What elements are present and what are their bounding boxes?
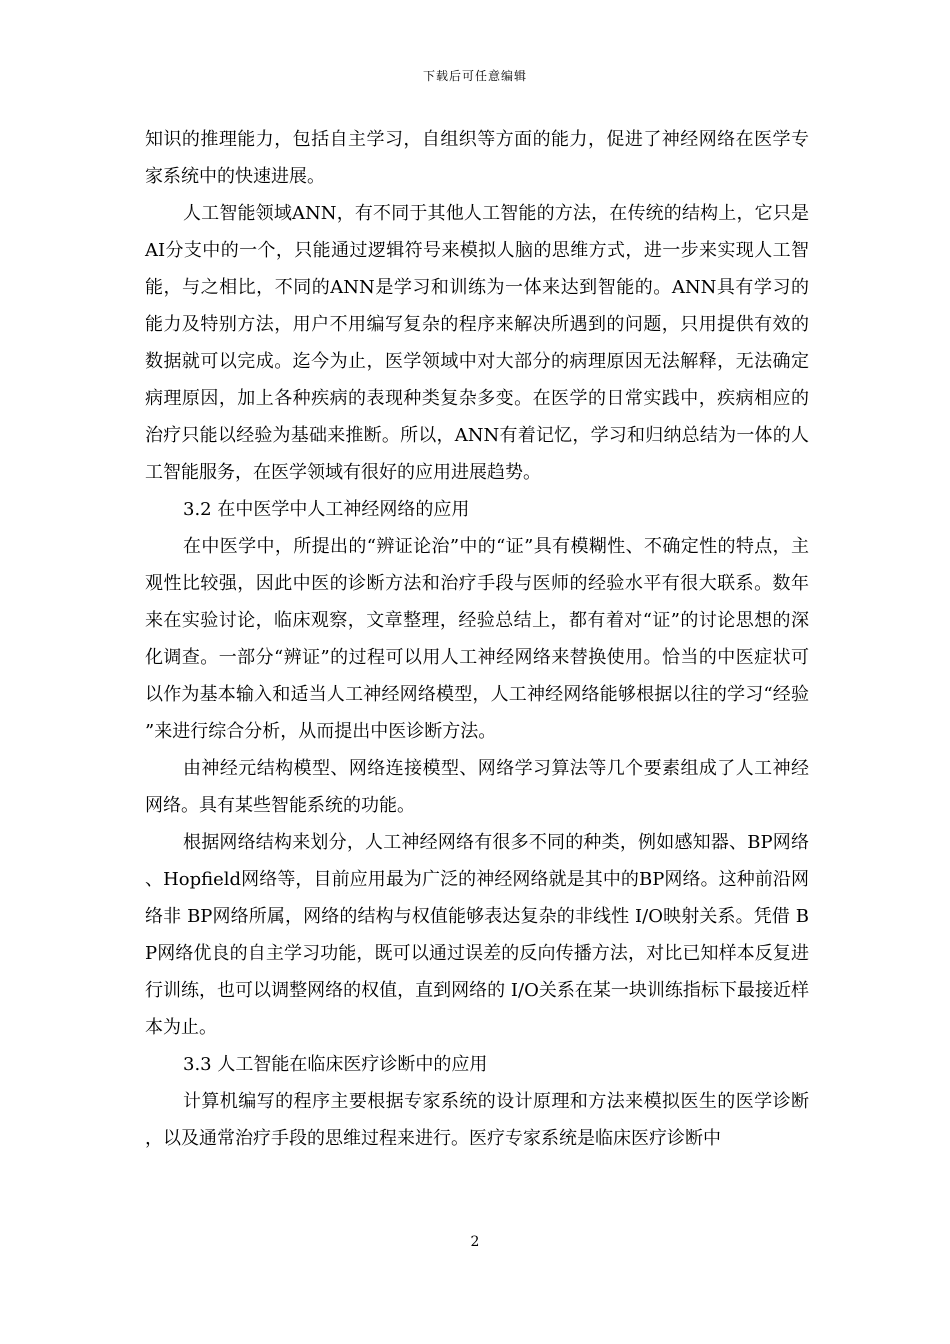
paragraph-bp-network: 根据网络结构来划分，人工神经网络有很多不同的种类，例如感知器、BP网络、Hopfield网络等，目前应用最为广泛的神经网络就是其中的BP网络。这种前沿网络非 BP网络所属，网络的结构与权值能够表达复杂的非线性 I/O映射关系。凭借 BP网络优良的自主学习功能，既可以通过误差的反向传播方法，对比已知样本反复进行训练，也可以调整网络的权值，直到网络的 I/O关系在某一块训练指标下最接近样本为止。 [145,832,809,1038]
section-heading-3-2: 3.2 在中医学中人工神经网络的应用 [183,499,470,520]
paragraph-continuation: 知识的推理能力，包括自主学习，自组织等方面的能力，促进了神经网络在医学专家系统中的快速进展。 [145,129,809,187]
paragraph-tcm-application: 在中医学中，所提出的“辨证论治”中的“证”具有模糊性、不确定性的特点，主观性比较强，因此中医的诊断方法和治疗手段与医师的经验水平有很大联系。数年来在实验讨论，临床观察，文章整理，经验总结上，都有着对“证”的讨论思想的深化调查。一部分“辨证”的过程可以用人工神经网络来替换使用。恰当的中医症状可以作为基本输入和适当人工神经网络模型，人工神经网络能够根据以往的学习“经验”来进行综合分析，从而提出中医诊断方法。 [145,536,809,742]
paragraph-ann-overview: 人工智能领域ANN，有不同于其他人工智能的方法，在传统的结构上，它只是AI分支中的一个，只能通过逻辑符号来模拟人脑的思维方式，进一步来实现人工智能，与之相比，不同的ANN是学习和训练为一体来达到智能的。ANN具有学习的能力及特别方法，用户不用编写复杂的程序来解决所遇到的问题，只用提供有效的数据就可以完成。迄今为止，医学领域中对大部分的病理原因无法解释，无法确定病理原因，加上各种疾病的表现种类复杂多变。在医学的日常实践中，疾病相应的治疗只能以经验为基础来推断。所以，ANN有着记忆，学习和归纳总结为一体的人工智能服务，在医学领域有很好的应用进展趋势。 [145,203,809,483]
paragraph-ann-components: 由神经元结构模型、网络连接模型、网络学习算法等几个要素组成了人工神经网络。具有某些智能系统的功能。 [145,758,809,816]
document-body [145,121,809,1157]
page-number: 2 [470,1234,480,1250]
paragraph-clinical-diagnosis: 计算机编写的程序主要根据专家系统的设计原理和方法来模拟医生的医学诊断，以及通常治疗手段的思维过程来进行。医疗专家系统是临床医疗诊断中 [145,1091,809,1149]
page-header: 下载后可任意编辑 [422,69,527,83]
section-heading-3-3: 3.3 人工智能在临床医疗诊断中的应用 [183,1054,488,1075]
